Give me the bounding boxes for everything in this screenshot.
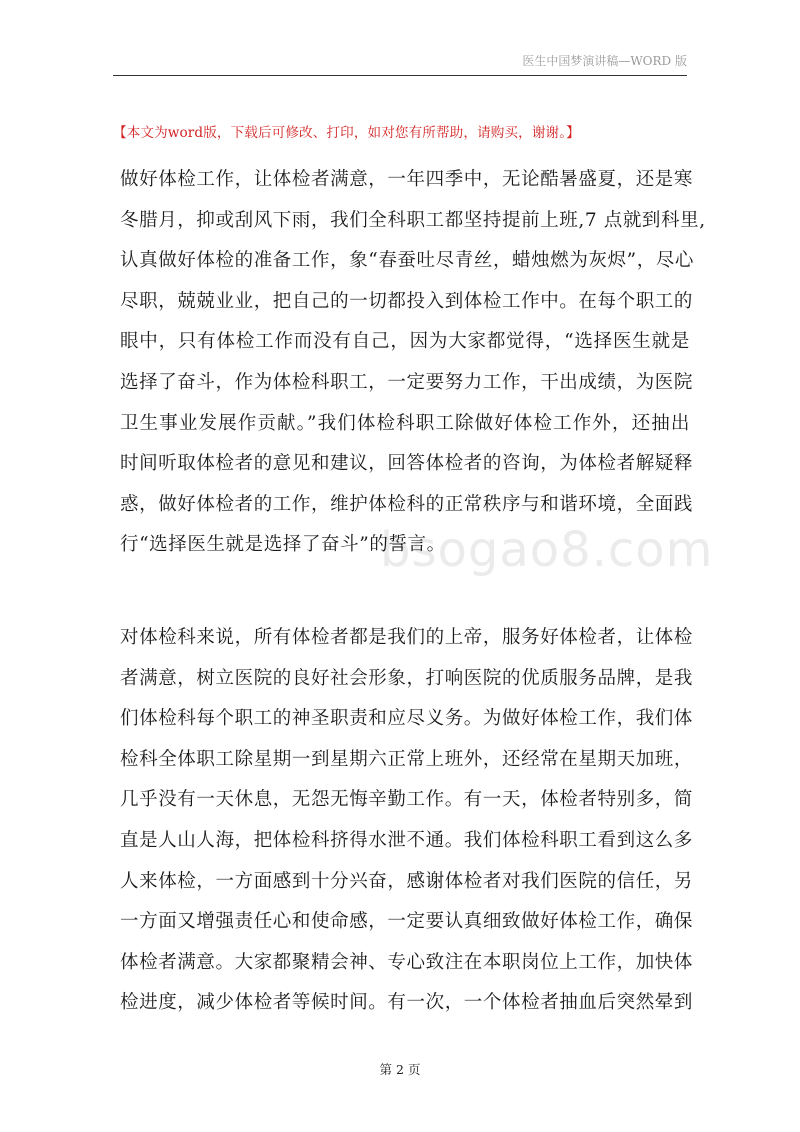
text-line: 检进度，减少体检者等候时间。有一次，一个体检者抽血后突然晕到 bbox=[120, 992, 694, 1014]
download-notice: 【本文为word版，下载后可修改、打印，如对您有所帮助，请购买，谢谢。】 bbox=[113, 125, 580, 141]
page-number: 第 2 页 bbox=[379, 1062, 421, 1077]
text-line: 者满意，树立医院的良好社会形象，打响医院的优质服务品牌，是我 bbox=[120, 667, 694, 689]
page-header: 医生中国梦演讲稿—WORD 版 bbox=[522, 54, 687, 68]
text-line: 检科全体职工除星期一到星期六正常上班外，还经常在星期天加班， bbox=[120, 748, 694, 770]
text-line: 体检者满意。大家都聚精会神、专心致注在本职岗位上工作，加快体 bbox=[120, 951, 694, 973]
text-line: 时间听取体检者的意见和建议，回答体检者的咨询，为体检者解疑释 bbox=[120, 453, 694, 475]
text-line: 卫生事业发展作贡献。”我们体检科职工除做好体检工作外，还抽出 bbox=[120, 412, 690, 434]
text-line: 直是人山人海，把体检科挤得水泄不通。我们体检科职工看到这么多 bbox=[120, 829, 694, 851]
text-line: 行“选择医生就是选择了奋斗”的誓言。 bbox=[120, 534, 446, 556]
text-line: 冬腊月，抑或刮风下雨，我们全科职工都坚持提前上班,7 点就到科里, bbox=[120, 209, 706, 231]
text-line: 认真做好体检的准备工作，象“春蚕吐尽青丝，蜡烛燃为灰烬”，尽心 bbox=[120, 250, 695, 272]
text-line: 眼中，只有体检工作而没有自己，因为大家都觉得，“选择医生就是 bbox=[120, 331, 690, 353]
text-line: 对体检科来说，所有体检者都是我们的上帝，服务好体检者，让体检 bbox=[120, 627, 694, 648]
text-line: 做好体检工作，让体检者满意，一年四季中，无论酷暑盛夏，还是寒 bbox=[120, 169, 694, 190]
header-divider bbox=[113, 75, 687, 76]
paragraph-1 bbox=[120, 160, 706, 566]
text-line: 几乎没有一天休息，无怨无悔辛勤工作。有一天，体检者特别多，简 bbox=[120, 789, 694, 811]
text-line: 们体检科每个职工的神圣职责和应尽义务。为做好体检工作，我们体 bbox=[120, 708, 694, 730]
text-line: 人来体检，一方面感到十分兴奋，感谢体检者对我们医院的信任，另 bbox=[120, 870, 694, 892]
text-line: 惑，做好体检者的工作，维护体检科的正常秩序与和谐环境，全面践 bbox=[120, 493, 694, 515]
watermark: bsogao8.com bbox=[380, 522, 714, 578]
text-line: 选择了奋斗，作为体检科职工，一定要努力工作，干出成绩，为医院 bbox=[120, 371, 694, 393]
text-line: 尽职，兢兢业业，把自己的一切都投入到体检工作中。在每个职工的 bbox=[120, 290, 694, 312]
paragraph-2 bbox=[120, 618, 694, 1024]
text-line: 一方面又增强责任心和使命感，一定要认真细致做好体检工作，确保 bbox=[120, 911, 694, 933]
